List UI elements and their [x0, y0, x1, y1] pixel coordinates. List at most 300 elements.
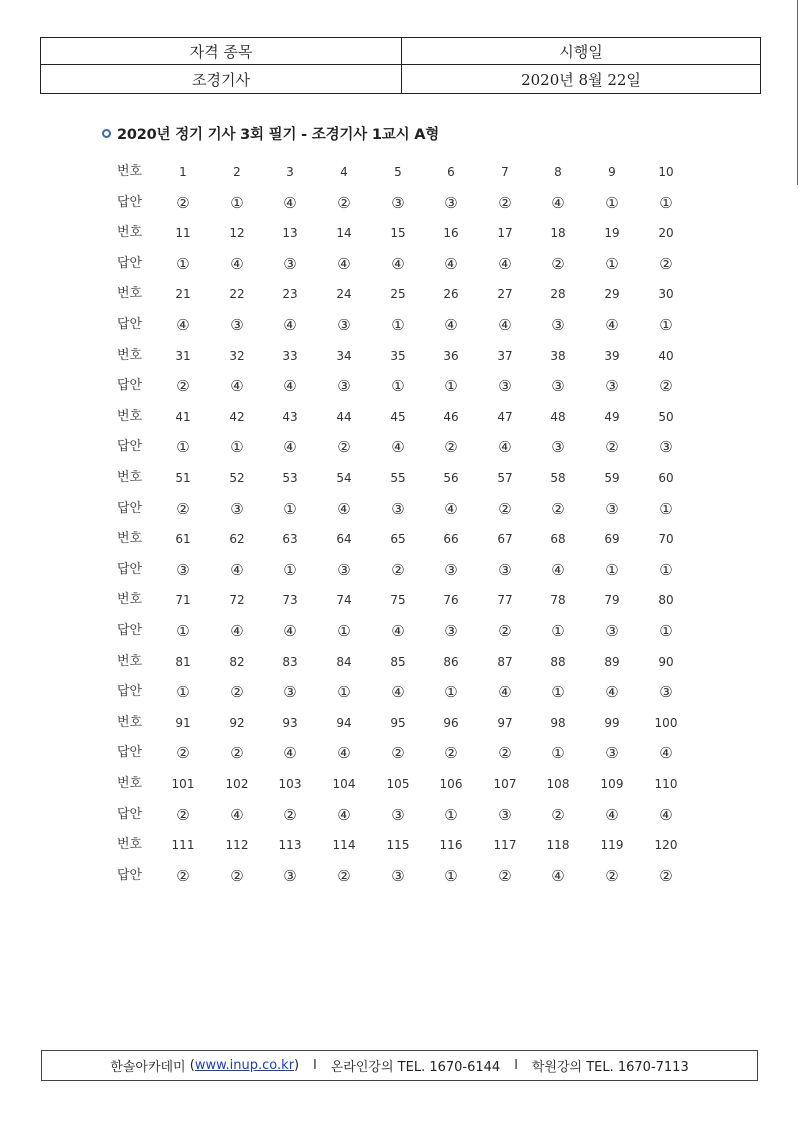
question-number: 7 — [501, 165, 509, 179]
question-number: 63 — [282, 532, 298, 547]
answer-cell: ③ — [498, 805, 512, 824]
question-number: 15 — [390, 226, 406, 241]
answer-cell: ① — [230, 438, 244, 457]
answer-cell: ② — [605, 438, 619, 457]
question-number: 6 — [447, 165, 455, 179]
question-number: 84 — [336, 654, 352, 669]
number-label: 번호 — [117, 347, 143, 363]
edge-rule — [797, 0, 798, 185]
answer-cell: ④ — [551, 560, 565, 579]
question-number: 26 — [443, 287, 459, 302]
number-row — [0, 529, 800, 549]
number-label: 번호 — [117, 225, 143, 241]
answer-cell: ② — [391, 560, 405, 579]
question-number: 64 — [336, 532, 352, 547]
answer-cell: ① — [551, 683, 565, 702]
answer-cell: ② — [444, 744, 458, 763]
exam-title-text: 2020년 정기 기사 3회 필기 - 조경기사 1교시 A형 — [117, 127, 440, 143]
answer-cell: ② — [283, 805, 297, 824]
question-number: 29 — [604, 287, 620, 302]
answer-cell: ① — [337, 622, 351, 640]
answer-cell: ④ — [283, 377, 297, 396]
question-number: 36 — [443, 348, 459, 363]
question-number: 18 — [550, 226, 566, 241]
question-number: 58 — [550, 471, 566, 485]
question-number: 3 — [286, 165, 294, 179]
answer-cell: ① — [659, 499, 673, 518]
number-row — [0, 284, 800, 304]
subject-value: 조경기사 — [41, 64, 401, 93]
question-number: 22 — [229, 287, 245, 302]
answer-cell: ③ — [605, 499, 619, 518]
answer-cell: ① — [283, 560, 297, 579]
answer-cell: ③ — [391, 193, 405, 212]
question-number: 31 — [175, 348, 191, 363]
question-number: 113 — [278, 838, 302, 853]
question-number: 88 — [550, 654, 566, 669]
answer-label: 답안 — [117, 500, 143, 516]
question-number: 5 — [394, 165, 402, 179]
answer-cell: ③ — [605, 744, 619, 763]
answer-row — [0, 499, 800, 519]
answer-cell: ④ — [337, 744, 351, 763]
question-number: 8 — [554, 165, 562, 179]
question-number: 38 — [550, 348, 566, 363]
answer-cell: ④ — [337, 254, 351, 273]
question-number: 59 — [604, 471, 620, 485]
answer-cell: ② — [176, 499, 190, 518]
question-number: 21 — [175, 287, 191, 302]
answer-cell: ① — [283, 499, 297, 518]
question-number: 11 — [175, 226, 191, 241]
answer-cell: ④ — [283, 438, 297, 457]
question-number: 67 — [497, 532, 513, 547]
question-number: 83 — [282, 654, 298, 669]
number-row — [0, 835, 800, 855]
answer-cell: ① — [551, 744, 565, 763]
answer-cell: ② — [605, 866, 619, 885]
question-number: 109 — [600, 777, 624, 791]
footer-box — [41, 1050, 758, 1081]
answer-cell: ③ — [659, 438, 673, 457]
question-number: 27 — [497, 287, 513, 302]
question-number: 102 — [225, 777, 249, 791]
answer-label: 답안 — [117, 745, 143, 761]
number-label: 번호 — [117, 653, 143, 669]
footer-separator: l — [514, 1058, 518, 1073]
answer-cell: ③ — [551, 438, 565, 457]
number-label: 번호 — [117, 531, 143, 547]
answer-cell: ④ — [391, 254, 405, 273]
question-number: 108 — [546, 777, 570, 791]
answer-cell: ① — [659, 560, 673, 579]
question-number: 25 — [390, 287, 406, 302]
answer-label: 답안 — [117, 684, 143, 700]
question-number: 70 — [658, 532, 674, 547]
question-number: 2 — [233, 165, 241, 179]
answer-cell: ② — [230, 744, 244, 763]
question-number: 81 — [175, 654, 191, 669]
answer-cell: ② — [551, 499, 565, 518]
number-row — [0, 223, 800, 243]
question-number: 74 — [336, 593, 352, 608]
question-number: 86 — [443, 654, 459, 669]
answer-cell: ② — [230, 683, 244, 702]
answer-cell: ④ — [230, 622, 244, 640]
question-number: 55 — [390, 471, 406, 485]
question-number: 1 — [179, 165, 187, 179]
answer-cell: ① — [605, 560, 619, 579]
question-number: 47 — [497, 409, 513, 424]
question-number: 33 — [282, 348, 298, 363]
answer-cell: ② — [498, 499, 512, 518]
question-number: 105 — [386, 777, 410, 791]
question-number: 45 — [390, 409, 406, 424]
question-number: 100 — [654, 715, 678, 730]
question-number: 52 — [229, 471, 245, 485]
question-number: 12 — [229, 226, 245, 241]
question-number: 65 — [390, 532, 406, 547]
answer-cell: ③ — [444, 193, 458, 212]
online-lecture-tel: 온라인강의 TEL. 1670-6144 — [330, 1060, 501, 1075]
question-number: 89 — [604, 654, 620, 669]
question-number: 66 — [443, 532, 459, 547]
question-number: 120 — [654, 838, 678, 853]
question-number: 99 — [604, 715, 620, 730]
answer-cell: ④ — [176, 316, 190, 334]
answer-label: 답안 — [117, 867, 143, 883]
question-number: 16 — [443, 226, 459, 241]
number-row — [0, 346, 800, 366]
question-number: 51 — [175, 471, 191, 485]
answer-cell: ④ — [551, 866, 565, 885]
question-number: 20 — [658, 226, 674, 241]
bullet-icon — [102, 129, 111, 138]
question-number: 13 — [282, 226, 298, 241]
answer-cell: ③ — [230, 316, 244, 334]
answer-cell: ③ — [283, 683, 297, 702]
question-number: 115 — [386, 838, 410, 853]
question-number: 69 — [604, 532, 620, 547]
answer-cell: ③ — [498, 377, 512, 396]
answer-cell: ③ — [444, 560, 458, 579]
answer-cell: ④ — [391, 683, 405, 702]
answer-cell: ① — [444, 805, 458, 824]
answer-cell: ③ — [605, 622, 619, 640]
answer-cell: ③ — [391, 866, 405, 885]
number-label: 번호 — [117, 592, 143, 608]
question-number: 41 — [175, 409, 191, 424]
number-label: 번호 — [117, 470, 143, 485]
answer-cell: ② — [498, 866, 512, 885]
answer-cell: ④ — [444, 316, 458, 334]
answer-cell: ① — [605, 193, 619, 212]
answer-cell: ④ — [337, 805, 351, 824]
answer-cell: ④ — [498, 316, 512, 334]
answer-row — [0, 743, 800, 763]
number-row — [0, 713, 800, 733]
answer-cell: ④ — [391, 622, 405, 640]
answer-cell: ① — [176, 254, 190, 273]
question-number: 98 — [550, 715, 566, 730]
answer-cell: ② — [230, 866, 244, 885]
answer-cell: ② — [551, 805, 565, 824]
question-number: 92 — [229, 715, 245, 730]
answer-cell: ③ — [230, 499, 244, 518]
answer-label: 답안 — [117, 561, 143, 577]
number-label: 번호 — [117, 776, 143, 791]
question-number: 106 — [439, 777, 463, 791]
question-number: 4 — [340, 165, 348, 179]
answer-cell: ④ — [230, 377, 244, 396]
answer-cell: ③ — [337, 377, 351, 396]
answer-row — [0, 254, 800, 274]
question-number: 82 — [229, 654, 245, 669]
date-value: 2020년 8월 22일 — [401, 64, 760, 93]
question-number: 44 — [336, 409, 352, 424]
number-row — [0, 774, 800, 794]
question-number: 39 — [604, 348, 620, 363]
question-number: 119 — [600, 838, 624, 853]
answer-cell: ④ — [283, 622, 297, 640]
question-number: 14 — [336, 226, 352, 241]
question-number: 71 — [175, 593, 191, 608]
question-number: 56 — [443, 471, 459, 485]
answer-cell: ① — [444, 866, 458, 885]
question-number: 23 — [282, 287, 298, 302]
answer-label: 답안 — [117, 439, 143, 455]
question-number: 40 — [658, 348, 674, 363]
answer-cell: ① — [176, 438, 190, 457]
answer-cell: ④ — [498, 438, 512, 457]
answer-cell: ① — [444, 377, 458, 396]
question-number: 62 — [229, 532, 245, 547]
question-number: 57 — [497, 471, 513, 485]
number-row — [0, 590, 800, 610]
answer-cell: ④ — [283, 316, 297, 334]
answer-cell: ① — [444, 683, 458, 702]
answer-cell: ④ — [444, 254, 458, 273]
number-label: 번호 — [117, 408, 143, 424]
answer-cell: ④ — [605, 805, 619, 824]
footer-link-wrap: (www.inup.co.kr) — [185, 1058, 300, 1073]
number-label: 번호 — [117, 164, 143, 179]
question-number: 116 — [439, 838, 463, 853]
answer-cell: ② — [659, 866, 673, 885]
answer-cell: ④ — [605, 683, 619, 702]
answer-cell: ② — [498, 744, 512, 763]
answer-cell: ② — [176, 744, 190, 763]
question-number: 10 — [658, 165, 674, 179]
question-number: 35 — [390, 348, 406, 363]
answer-cell: ③ — [659, 683, 673, 702]
question-number: 85 — [390, 654, 406, 669]
question-number: 90 — [658, 654, 674, 669]
answer-cell: ① — [230, 193, 244, 212]
answer-cell: ③ — [391, 499, 405, 518]
answer-cell: ④ — [337, 499, 351, 518]
question-number: 46 — [443, 409, 459, 424]
answer-cell: ② — [176, 193, 190, 212]
question-number: 48 — [550, 409, 566, 424]
question-number: 34 — [336, 348, 352, 363]
answer-label: 답안 — [117, 255, 143, 271]
answer-cell: ② — [444, 438, 458, 457]
answer-cell: ④ — [283, 744, 297, 763]
number-row — [0, 407, 800, 427]
question-number: 61 — [175, 532, 191, 547]
question-number: 19 — [604, 226, 620, 241]
question-number: 72 — [229, 593, 245, 608]
offline-lecture-tel: 학원강의 TEL. 1670-7113 — [531, 1060, 689, 1075]
answer-label: 답안 — [117, 378, 143, 394]
answer-label: 답안 — [117, 317, 143, 332]
answer-label: 답안 — [117, 194, 143, 210]
answer-cell: ④ — [551, 193, 565, 212]
question-number: 68 — [550, 532, 566, 547]
website-link[interactable]: www.inup.co.kr — [194, 1058, 295, 1073]
answer-cell: ② — [498, 622, 512, 640]
question-number: 117 — [493, 838, 517, 853]
answer-cell: ④ — [659, 805, 673, 824]
number-row — [0, 652, 800, 672]
answer-cell: ④ — [659, 744, 673, 763]
number-label: 번호 — [117, 837, 143, 853]
question-number: 97 — [497, 715, 513, 730]
answer-cell: ① — [176, 683, 190, 702]
question-number: 43 — [282, 409, 298, 424]
answer-cell: ③ — [391, 805, 405, 824]
answer-cell: ③ — [498, 560, 512, 579]
question-number: 91 — [175, 715, 191, 730]
answer-row — [0, 805, 800, 825]
question-number: 107 — [493, 777, 517, 791]
answer-cell: ② — [498, 193, 512, 212]
answer-cell: ② — [659, 254, 673, 273]
answer-row — [0, 437, 800, 457]
answer-cell: ③ — [283, 254, 297, 273]
question-number: 54 — [336, 471, 352, 485]
question-number: 28 — [550, 287, 566, 302]
question-number: 111 — [171, 838, 195, 853]
answer-cell: ④ — [391, 438, 405, 457]
question-number: 112 — [225, 838, 249, 853]
question-number: 95 — [390, 715, 406, 730]
question-number: 30 — [658, 287, 674, 302]
answer-row — [0, 682, 800, 702]
question-number: 104 — [332, 777, 356, 791]
answer-cell: ② — [551, 254, 565, 273]
question-number: 103 — [278, 777, 302, 791]
question-number: 96 — [443, 715, 459, 730]
answer-cell: ① — [605, 254, 619, 273]
question-number: 17 — [497, 226, 513, 241]
answer-cell: ② — [337, 866, 351, 885]
question-number: 9 — [608, 165, 616, 179]
number-label: 번호 — [117, 286, 143, 302]
question-number: 50 — [658, 409, 674, 424]
answer-cell: ② — [176, 377, 190, 396]
answer-cell: ② — [337, 193, 351, 212]
question-number: 114 — [332, 838, 356, 853]
answer-cell: ③ — [337, 316, 351, 334]
answer-cell: ③ — [551, 316, 565, 334]
header-table — [40, 37, 761, 94]
answer-cell: ① — [659, 622, 673, 640]
answer-cell: ④ — [283, 193, 297, 212]
question-number: 78 — [550, 593, 566, 608]
answer-cell: ① — [659, 316, 673, 334]
answer-cell: ③ — [551, 377, 565, 396]
answer-label: 답안 — [117, 806, 143, 822]
answer-cell: ④ — [230, 805, 244, 824]
answer-row — [0, 193, 800, 213]
answer-cell: ① — [551, 622, 565, 640]
answer-cell: ③ — [605, 377, 619, 396]
answer-label: 답안 — [117, 623, 143, 638]
question-number: 24 — [336, 287, 352, 302]
number-label: 번호 — [117, 714, 143, 730]
number-row — [0, 468, 800, 488]
answer-cell: ③ — [337, 560, 351, 579]
answer-cell: ④ — [230, 560, 244, 579]
answer-cell: ③ — [176, 560, 190, 579]
question-number: 87 — [497, 654, 513, 669]
answer-cell: ① — [176, 622, 190, 640]
question-number: 80 — [658, 593, 674, 608]
exam-title — [102, 123, 439, 144]
question-number: 110 — [654, 777, 678, 791]
answer-cell: ② — [176, 805, 190, 824]
question-number: 79 — [604, 593, 620, 608]
question-number: 75 — [390, 593, 406, 608]
question-number: 93 — [282, 715, 298, 730]
answer-cell: ② — [176, 866, 190, 885]
footer-separator: l — [313, 1058, 317, 1073]
question-number: 37 — [497, 348, 513, 363]
answer-cell: ④ — [444, 499, 458, 518]
question-number: 53 — [282, 471, 298, 485]
answer-row — [0, 376, 800, 396]
answer-cell: ④ — [230, 254, 244, 273]
question-number: 77 — [497, 593, 513, 608]
question-number: 94 — [336, 715, 352, 730]
answer-cell: ④ — [498, 683, 512, 702]
academy-name: 한솔아카데미 — [110, 1060, 186, 1075]
answer-row — [0, 866, 800, 886]
answer-cell: ④ — [605, 316, 619, 334]
answer-row — [0, 315, 800, 335]
answer-cell: ② — [337, 438, 351, 457]
question-number: 32 — [229, 348, 245, 363]
question-number: 76 — [443, 593, 459, 608]
answer-cell: ① — [659, 193, 673, 212]
date-header: 시행일 — [401, 38, 760, 64]
question-number: 73 — [282, 593, 298, 608]
answer-cell: ③ — [283, 866, 297, 885]
answer-cell: ② — [391, 744, 405, 763]
answer-cell: ① — [391, 377, 405, 396]
number-row — [0, 162, 800, 182]
answer-cell: ① — [337, 683, 351, 702]
answer-cell: ③ — [444, 622, 458, 640]
answer-cell: ① — [391, 316, 405, 334]
answer-row — [0, 560, 800, 580]
question-number: 101 — [171, 777, 195, 791]
question-number: 42 — [229, 409, 245, 424]
question-number: 60 — [658, 471, 674, 485]
subject-header: 자격 종목 — [189, 42, 253, 61]
